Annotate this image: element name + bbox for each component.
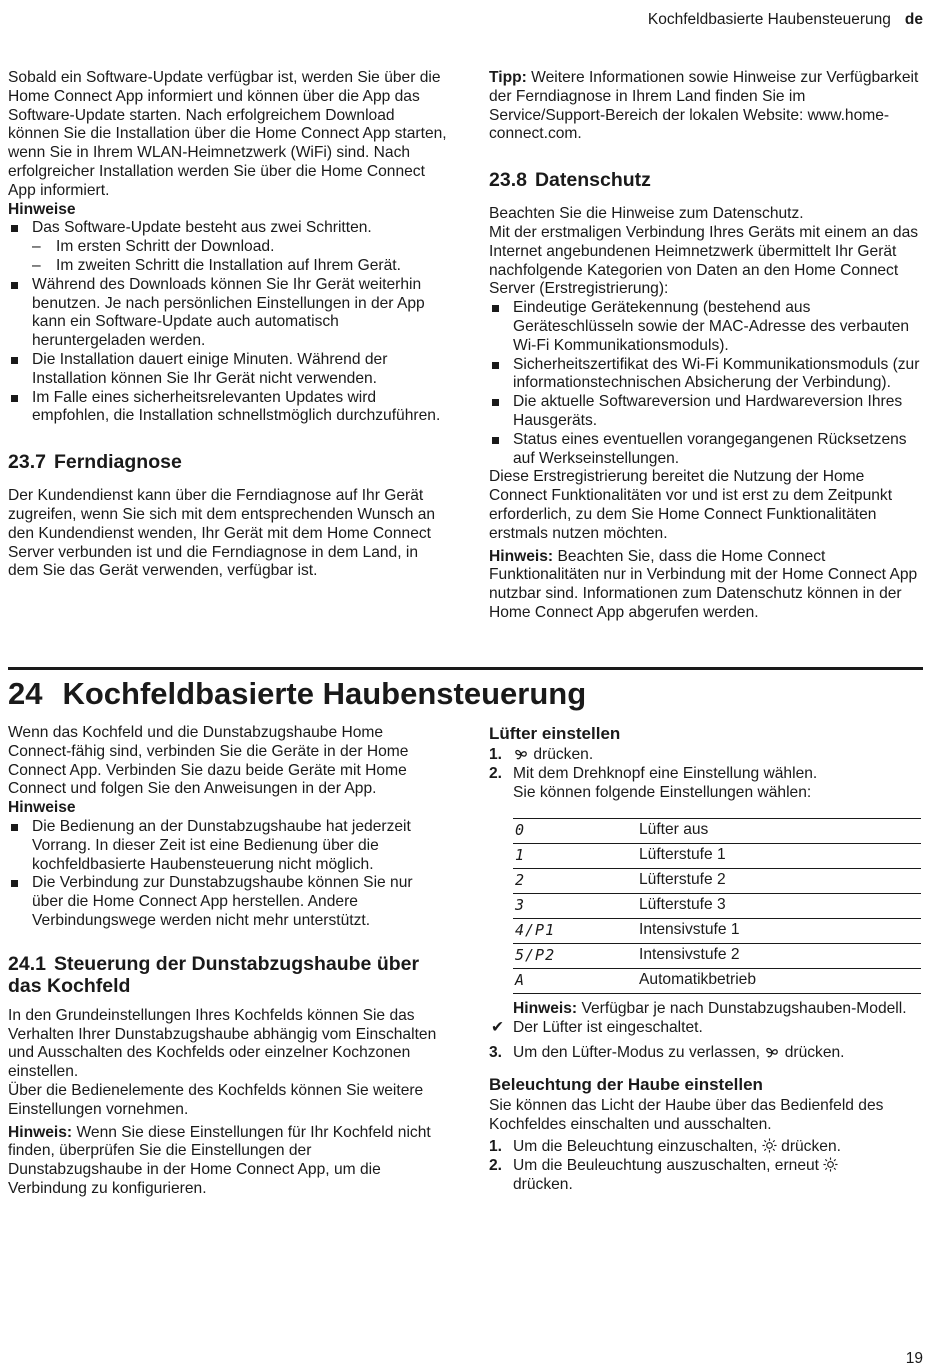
datenschutz-p1: Beachten Sie die Hinweise zum Datenschutz. xyxy=(489,205,804,223)
result-line: ✔ Der Lüfter ist eingeschaltet. xyxy=(491,1019,703,1037)
chapter-notes-list xyxy=(8,818,448,931)
light-icon xyxy=(762,1138,777,1153)
update-intro: Sobald ein Software-Update verfügbar ist, werden Sie über die Home Connect App informiert und können über die App das Software-Update starten. Nach erfolgreichem Download können Sie die Installation über die Home Connect App starten, wenn Sie in Ihrem WLAN-Heimnetzwerk (WiFi) sind. Nach erfolgreicher Installation werden Sie über die Home Connect App informiert. xyxy=(8,69,447,199)
fan-icon xyxy=(764,1045,780,1059)
list-item: Eindeutige Gerätekennung (bestehend aus Geräteschlüsseln sowie der MAC-Adresse des verbauten Wi-Fi Kommunikationsmoduls). xyxy=(489,299,925,355)
setting-code: 1 xyxy=(513,844,637,869)
running-header xyxy=(648,11,923,30)
list-item: Während des Downloads können Sie Ihr Gerät weiterhin benutzen. Je nach persönlichen Einstellungen in der App kann ein Software-Update auch automatisch heruntergeladen werden. xyxy=(8,276,448,351)
header-title: Kochfeldbasierte Haubensteuerung xyxy=(647,11,891,28)
list-item: Die aktuelle Softwareversion und Hardwareversion Ihres Hausgeräts. xyxy=(489,393,925,431)
fan-icon xyxy=(513,747,529,761)
ferndiagnose-text: Der Kundendienst kann über die Ferndiagnose auf Ihr Gerät zugreifen, wenn Sie sich mit dem entsprechenden Wunsch an den Kundendienst wenden, Ihr Gerät mit dem Home Connect Server verbunden ist und die Ferndiagnose in dem Land, in dem Sie das Gerät verwenden, verfügbar ist. xyxy=(8,487,436,580)
light-step-1: 1. Um die Beleuchtung einzuschalten, drücken. xyxy=(489,1138,841,1156)
setting-code: 4/P1 xyxy=(513,919,637,944)
section-heading-23-8: 23.8 Datenschutz xyxy=(489,169,651,192)
notes-label: Hinweise xyxy=(8,200,76,218)
setting-label: Intensivstufe 1 xyxy=(637,919,921,944)
setting-code: 3 xyxy=(513,894,637,919)
update-notes-list xyxy=(8,219,448,426)
table-row xyxy=(513,919,921,944)
light-icon xyxy=(823,1157,838,1172)
setting-label: Lüfterstufe 3 xyxy=(637,894,921,919)
right-top-column xyxy=(489,69,925,623)
setting-code: 0 xyxy=(513,819,637,844)
table-row xyxy=(513,944,921,969)
list-item: Status eines eventuellen vorangegangenen Rücksetzens auf Werkseinstellungen. xyxy=(489,431,925,469)
section-heading-23-7: 23.7 Ferndiagnose xyxy=(8,451,182,474)
datenschutz-list xyxy=(489,299,925,468)
steuerung-p2: Über die Bedienelemente des Kochfelds können Sie weitere Einstellungen vornehmen. xyxy=(8,1081,424,1118)
setting-code: 2 xyxy=(513,869,637,894)
table-row xyxy=(513,969,921,994)
section-heading-24-1: 24.1 Steuerung der Dunstabzugshaube über das Kochfeld xyxy=(8,952,420,997)
step-3: 3. Um den Lüfter-Modus zu verlassen, drücken. xyxy=(489,1043,845,1061)
check-icon: ✔ xyxy=(491,1019,505,1037)
fan-step-3 xyxy=(489,1044,925,1063)
steuerung-hint: Hinweis: Wenn Sie diese Einstellungen für Ihr Kochfeld nicht finden, überprüfen Sie die Einstellungen der Dunstabzugshaube in der Home Connect App, um die Verbindung zu konfigurieren. xyxy=(8,1123,431,1197)
light-paragraph: Sie können das Licht der Haube über das Bedienfeld des Kochfeldes einschalten und ausschalten. xyxy=(489,1096,884,1133)
datenschutz-p3: Diese Erstregistrierung bereitet die Nutzung der Home Connect Funktionalitäten vor und ist erst zu dem Zeitpunkt erforderlich, zu dem Sie Home Connect Funktionalitäten erstmals nutzen möchten. xyxy=(489,468,893,542)
notes-label: Hinweise xyxy=(8,799,76,817)
step-2: 2. Mit dem Drehknopf eine Einstellung wählen. Sie können folgende Einstellungen wählen: xyxy=(489,764,818,801)
left-top-column xyxy=(8,69,448,581)
table-row xyxy=(513,894,921,919)
step-1: 1. drücken. xyxy=(489,746,594,763)
header-lang: de xyxy=(904,11,923,28)
table-hint: Hinweis: Verfügbar je nach Dunstabzugshauben-Modell. xyxy=(513,1000,907,1018)
table-row xyxy=(513,819,921,844)
setting-label: Automatikbetrieb xyxy=(637,969,921,994)
table-row xyxy=(513,844,921,869)
setting-label: Intensivstufe 2 xyxy=(637,944,921,969)
chapter-title: 24 Kochfeldbasierte Haubensteuerung xyxy=(8,676,587,711)
light-step-2: 2. Um die Beuleuchtung auszuschalten, erneut drücken. xyxy=(489,1157,925,1195)
sub-list xyxy=(32,238,448,276)
chapter-intro: Wenn das Kochfeld und die Dunstabzugshaube Home Connect-fähig sind, verbinden Sie die Geräte in der Home Connect App. Verbinden Sie dazu beide Geräte mit Home Connect und folgen Sie den Anweisungen in der App. xyxy=(8,724,409,798)
list-item: – Im zweiten Schritt die Installation auf Ihrem Gerät. xyxy=(32,257,448,276)
datenschutz-hint: Hinweis: Beachten Sie, dass die Home Connect Funktionalitäten nur in Verbindung mit der Home Connect App nutzbar sind. Informationen zum Datenschutz können in der Home Connect App abgerufen werden. xyxy=(489,547,918,621)
setting-code: A xyxy=(513,969,637,994)
light-heading: Beleuchtung der Haube einstellen xyxy=(489,1074,763,1094)
page-number: 19 xyxy=(905,1350,923,1367)
chapter-rule xyxy=(8,667,923,670)
list-item: Die Installation dauert einige Minuten. Während der Installation können Sie Ihr Gerät nicht verwenden. xyxy=(8,351,448,389)
tip-paragraph: Tipp: Weitere Informationen sowie Hinweise zur Verfügbarkeit der Ferndiagnose in Ihrem Land finden Sie im Service/Support-Bereich der lokalen Website: www.home-connect.com. xyxy=(489,69,919,143)
fan-settings-table xyxy=(513,818,921,994)
setting-label: Lüfterstufe 1 xyxy=(637,844,921,869)
list-item: Das Software-Update besteht aus zwei Schritten. – Im ersten Schritt der Download. – Im zweiten Schritt die Installation auf Ihrem Gerät. xyxy=(8,219,448,275)
list-item: Im Falle eines sicherheitsrelevanten Updates wird empfohlen, die Installation schnellstmöglich durchzuführen. xyxy=(8,389,448,427)
fan-steps xyxy=(489,746,925,802)
setting-label: Lüfter aus xyxy=(637,819,921,844)
list-item: – Im ersten Schritt der Download. xyxy=(32,238,448,257)
left-bottom-column xyxy=(8,724,448,1199)
right-bottom-column xyxy=(489,724,925,1195)
setting-label: Lüfterstufe 2 xyxy=(637,869,921,894)
light-steps xyxy=(489,1138,925,1194)
fan-heading: Lüfter einstellen xyxy=(489,724,621,743)
list-item: Die Verbindung zur Dunstabzugshaube können Sie nur über die Home Connect App herstellen. Andere Verbindungswege werden nicht mehr unterstützt. xyxy=(8,874,448,930)
tip-label: Tipp: xyxy=(489,69,527,86)
list-item: Die Bedienung an der Dunstabzugshaube hat jederzeit Vorrang. In dieser Zeit ist eine Bedienung über die kochfeldbasierte Haubensteuerung nicht möglich. xyxy=(8,818,448,874)
list-item: Sicherheitszertifikat des Wi-Fi Kommunikationsmoduls (zur informationstechnischen Absicherung der Verbindung). xyxy=(489,356,925,394)
datenschutz-p2: Mit der erstmaligen Verbindung Ihres Geräts mit einem an das Internet angebundenen Heimnetzwerk übermittelt Ihr Gerät nachfolgende Kategorien von Daten an den Home Connect Server (Erstregistrierung): xyxy=(489,223,919,298)
steuerung-p1: In den Grundeinstellungen Ihres Kochfelds können Sie das Verhalten Ihrer Dunstabzugshaube abhängig vom Einschalten und Ausschalten des Kochfelds oder einzelner Kochzonen einstellen. xyxy=(8,1006,437,1081)
table-row xyxy=(513,869,921,894)
setting-code: 5/P2 xyxy=(513,944,637,969)
